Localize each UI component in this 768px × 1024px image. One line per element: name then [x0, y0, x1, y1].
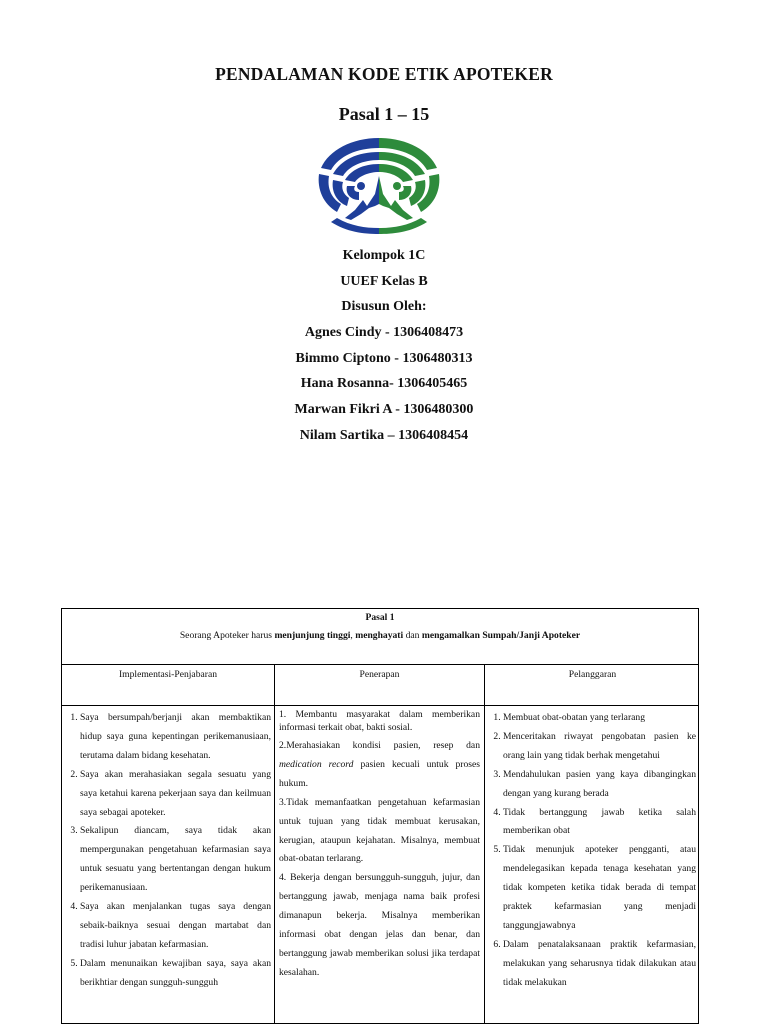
list-item: 1. Saya bersumpah/berjanji akan membaktikan hidup saya guna kepentingan perikemanusiaan, terutama dalam bidang kesehatan. [80, 709, 271, 766]
document-title: PENDALAMAN KODE ETIK APOTEKER [215, 64, 553, 84]
document-subtitle: Pasal 1 – 15 [338, 104, 430, 124]
university-logo-icon [317, 134, 441, 238]
member-3: Hana Rosanna- 1306405465 [300, 376, 468, 392]
pasal-table [61, 608, 699, 1024]
list-item: 1. Membuat obat-obatan yang terlarang [503, 709, 696, 728]
pasal-title: Pasal 1 [365, 612, 395, 623]
implementasi-column [62, 709, 274, 993]
col-header-implementasi: Implementasi-Penjabaran [118, 669, 218, 680]
list-item: 2. Saya akan merahasiakan segala sesuatu yang saya ketahui karena pekerjaan saya dan keilmuan saya sebagai apoteker. [80, 766, 271, 823]
pasal-header [62, 609, 698, 665]
class-name: UUEF Kelas B [340, 273, 428, 289]
member-2: Bimmo Ciptono - 1306480313 [295, 350, 473, 366]
list-item: 3. Mendahulukan pasien yang kaya dibangingkan dengan yang kurang berada [503, 766, 696, 804]
list-item: 5. Tidak menunjuk apoteker pengganti, atau mendelegasikan kepada tenaga kesehatan yang tidak kompeten ketika tidak berada di tempat praktek kefarmasian yang menjadi tanggungjawabnya [503, 841, 696, 936]
group-name: Kelompok 1C [342, 248, 426, 263]
list-item: 6. Dalam penatalaksanaan praktik kefarmasian, melakukan yang seharusnya tidak dilakukan atau tidak melakukan [503, 936, 696, 993]
member-4: Marwan Fikri A - 1306480300 [294, 402, 474, 418]
member-5: Nilam Sartika – 1306408454 [299, 427, 469, 443]
list-item: 4. Tidak bertanggung jawab ketika salah memberikan obat [503, 804, 696, 842]
penerapan-item: 3.Tidak memanfaatkan pengetahuan kefarmasian untuk tujuan yang tidak membuat kerusakan, kerugian, ataupun kejahatan. Misalnya, membuat obat-obatan terlarang. [279, 796, 480, 865]
authors-label: Disusun Oleh: [341, 299, 427, 315]
list-item: 4. Saya akan menjalankan tugas saya dengan sebaik-baiknya sesuai dengan martabat dan tradisi luhur jabatan kefarmasian. [80, 898, 271, 955]
list-item: 2. Menceritakan riwayat pengobatan pasien ke orang lain yang tidak berhak mengetahui [503, 728, 696, 766]
list-item: 3. Sekalipun diancam, saya tidak akan mempergunakan pengetahuan kefarmasian saya untuk sesuatu yang bertentangan dengan hukum perikemanusiaan. [80, 822, 271, 898]
penerapan-item: 4. Bekerja dengan bersungguh-sungguh, jujur, dan bertanggung jawab, menjaga nama baik profesi dimanapun bekerja. Misalnya memberikan informasi obat dengan jelas dan benar, dan bertanggung jawab memberikan solusi jika terdapat kesalahan. [279, 872, 480, 978]
penerapan-item: 2.Merahasiakan kondisi pasien, resep dan medication record pasien kecuali untuk proses hukum. [279, 740, 480, 789]
col-header-penerapan: Penerapan [359, 669, 400, 680]
list-item: 5. Dalam menunaikan kewajiban saya, saya akan berikhtiar dengan sungguh-sungguh [80, 955, 271, 993]
pelanggaran-column [485, 709, 699, 993]
group-info [0, 243, 768, 449]
pasal-statement: Seorang Apoteker harus menjunjung tinggi, menghayati dan mengamalkan Sumpah/Janji Apoteker [179, 630, 581, 641]
penerapan-column [275, 709, 484, 983]
col-header-pelanggaran: Pelanggaran [568, 669, 617, 680]
member-1: Agnes Cindy - 1306408473 [304, 325, 464, 341]
penerapan-item: 1. Membantu masyarakat dalam memberikan informasi terkait obat, bakti sosial. [279, 709, 480, 733]
